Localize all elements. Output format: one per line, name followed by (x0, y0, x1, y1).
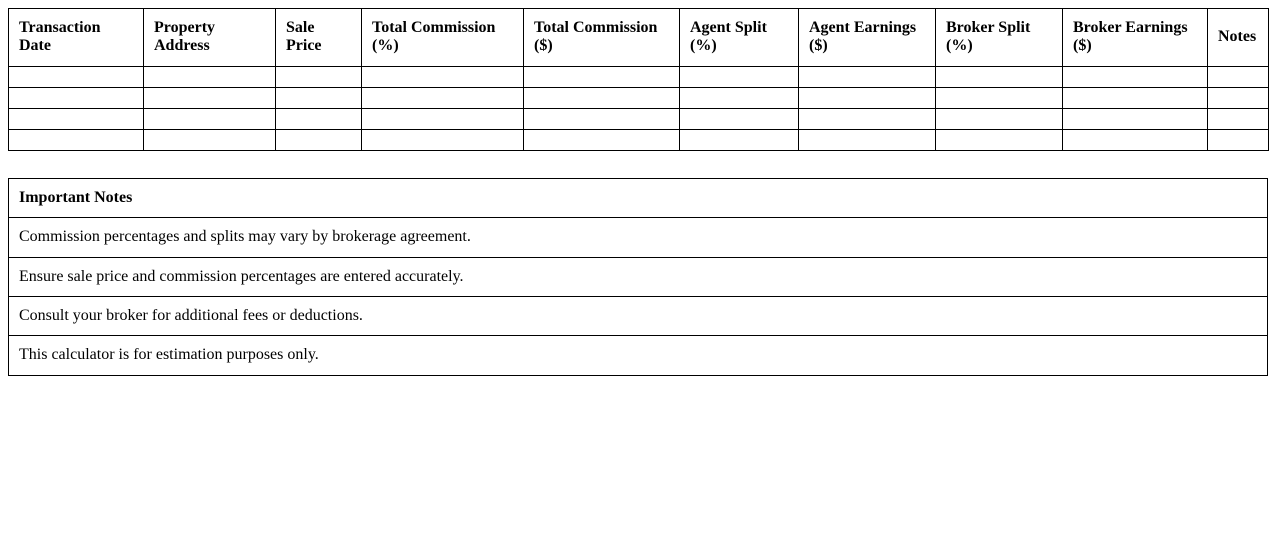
column-header-agent-earnings-usd: Agent Earnings ($) (799, 9, 936, 67)
note-text: Consult your broker for additional fees or deductions. (9, 296, 1268, 335)
empty-cell (276, 108, 362, 129)
column-header-total-commission-usd: Total Commission ($) (524, 9, 680, 67)
empty-cell (936, 66, 1063, 87)
note-text: This calculator is for estimation purposes only. (9, 336, 1268, 375)
note-row (9, 218, 1268, 257)
empty-cell (936, 87, 1063, 108)
important-notes-title: Important Notes (9, 178, 1268, 217)
empty-cell (524, 129, 680, 150)
empty-cell (144, 66, 276, 87)
empty-cell (680, 108, 799, 129)
empty-cell (799, 129, 936, 150)
column-header-transaction-date: Transaction Date (9, 9, 144, 67)
empty-cell (936, 108, 1063, 129)
empty-data-row (9, 87, 1269, 108)
commission-table-header-row (9, 9, 1269, 67)
empty-cell (9, 66, 144, 87)
empty-cell (1063, 87, 1208, 108)
empty-cell (144, 87, 276, 108)
empty-cell (362, 87, 524, 108)
empty-data-row (9, 66, 1269, 87)
empty-cell (799, 108, 936, 129)
empty-cell (1208, 129, 1269, 150)
important-notes-header-row (9, 178, 1268, 217)
empty-data-row (9, 108, 1269, 129)
empty-cell (276, 129, 362, 150)
empty-cell (276, 87, 362, 108)
column-header-broker-split-pct: Broker Split (%) (936, 9, 1063, 67)
empty-cell (680, 66, 799, 87)
empty-cell (144, 129, 276, 150)
empty-cell (524, 108, 680, 129)
empty-cell (799, 87, 936, 108)
empty-cell (799, 66, 936, 87)
empty-cell (1063, 66, 1208, 87)
empty-cell (9, 87, 144, 108)
commission-table (8, 8, 1269, 151)
important-notes-table (8, 178, 1268, 376)
empty-data-row (9, 129, 1269, 150)
empty-cell (144, 108, 276, 129)
empty-cell (1063, 108, 1208, 129)
empty-cell (276, 66, 362, 87)
note-row (9, 296, 1268, 335)
empty-cell (1208, 87, 1269, 108)
empty-cell (1208, 66, 1269, 87)
empty-cell (936, 129, 1063, 150)
empty-cell (524, 66, 680, 87)
empty-cell (680, 87, 799, 108)
note-row (9, 336, 1268, 375)
column-header-broker-earnings-usd: Broker Earnings ($) (1063, 9, 1208, 67)
empty-cell (1063, 129, 1208, 150)
empty-cell (524, 87, 680, 108)
commission-table-body (9, 66, 1269, 150)
empty-cell (362, 66, 524, 87)
empty-cell (680, 129, 799, 150)
empty-cell (362, 129, 524, 150)
empty-cell (1208, 108, 1269, 129)
note-text: Commission percentages and splits may vary by brokerage agreement. (9, 218, 1268, 257)
empty-cell (362, 108, 524, 129)
empty-cell (9, 108, 144, 129)
note-row (9, 257, 1268, 296)
note-text: Ensure sale price and commission percentages are entered accurately. (9, 257, 1268, 296)
column-header-sale-price: Sale Price (276, 9, 362, 67)
column-header-property-address: Property Address (144, 9, 276, 67)
column-header-agent-split-pct: Agent Split (%) (680, 9, 799, 67)
empty-cell (9, 129, 144, 150)
column-header-total-commission-pct: Total Commission (%) (362, 9, 524, 67)
column-header-notes: Notes (1208, 9, 1269, 67)
